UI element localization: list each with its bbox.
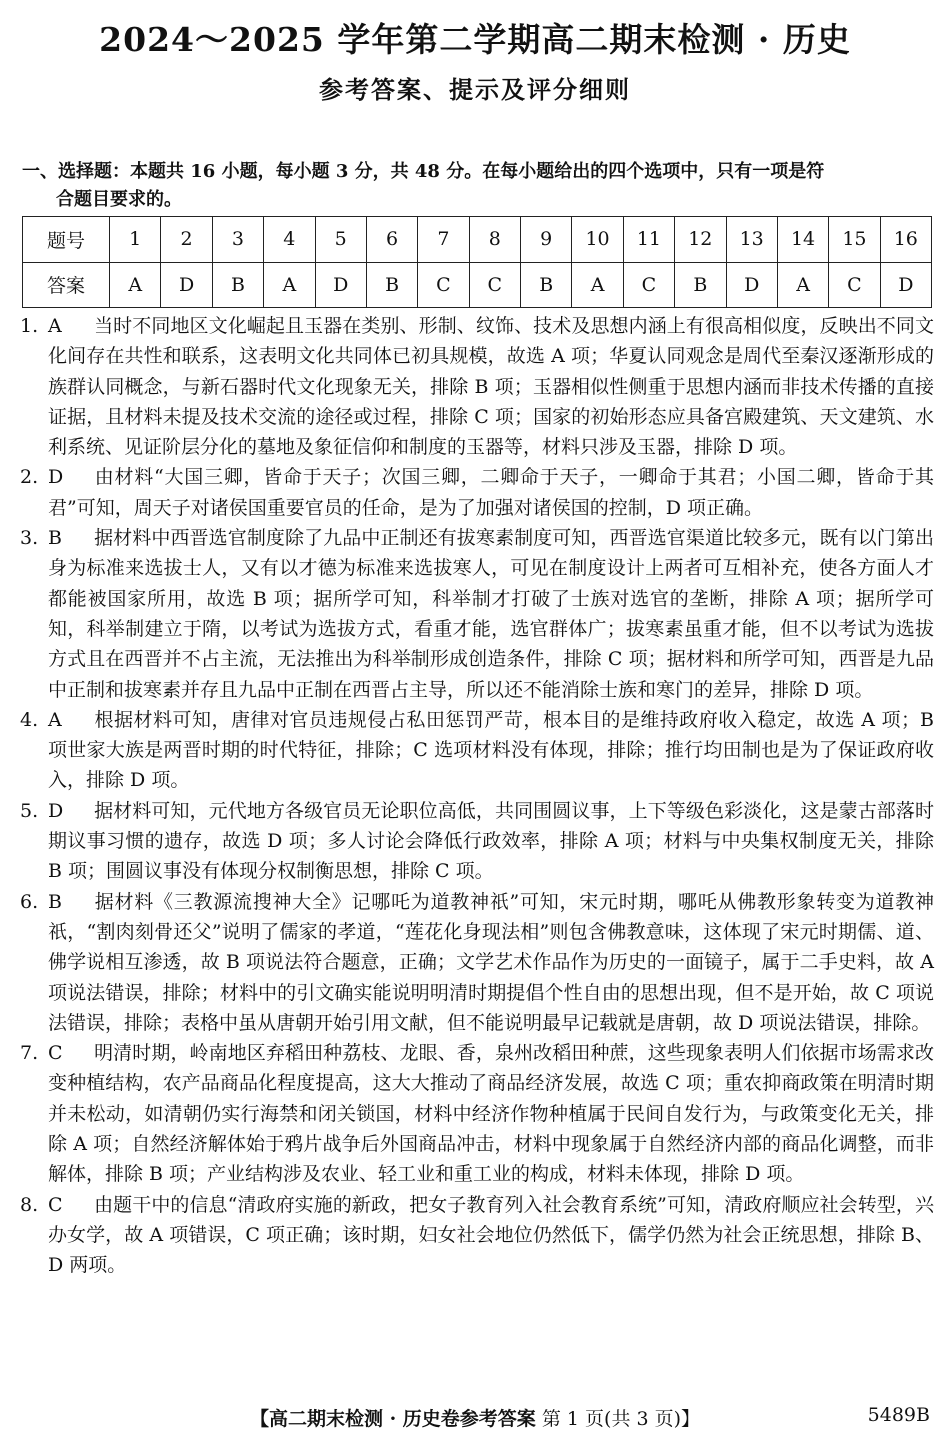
table-cell-answer: B <box>212 262 263 308</box>
explanation-item <box>20 705 934 796</box>
table-cell-answer: C <box>469 262 520 308</box>
table-cell-answer: B <box>675 262 726 308</box>
section-heading <box>22 158 932 214</box>
table-cell-number: 8 <box>469 217 520 263</box>
item-number: 7. <box>20 1042 39 1065</box>
item-text: 明清时期，岭南地区弃稻田种荔枝、龙眼、香，泉州改稻田种蔗，这些现象表明人们依据市场需求改变种植结构，农产品商品化程度提高，这大大推动了商品经济发展，故选 C 项；重农抑商政策在明清时期并未松动，如清朝仍实行海禁和闭关锁国，材料中经济作物种植属于民间自发行为，与政策变化无关，排除 A 项；自然经济解体始于鸦片战争后外国商品冲击，材料中现象属于自然经济内部的商品化调整，而非解体，排除 B 项；产业结构涉及农业、轻工业和重工业的构成，材料未体现，排除 D 项。 <box>48 1042 934 1186</box>
table-cell-answer: C <box>829 262 880 308</box>
item-text: 由材料“大国三卿，皆命于天子；次国三卿，二卿命于天子，一卿命于其君；小国二卿，皆命于其君”可知，周天子对诸侯国重要官员的任命，是为了加强对诸侯国的控制，D 项正确。 <box>48 466 934 519</box>
table-cell-number: 9 <box>521 217 572 263</box>
table-cell-answer: D <box>880 262 931 308</box>
explanation-item <box>20 1038 934 1189</box>
item-answer: B <box>48 527 62 550</box>
table-cell-number: 2 <box>161 217 212 263</box>
item-text: 当时不同地区文化崛起且玉器在类别、形制、纹饰、技术及思想内涵上有很高相似度，反映出不同文化间存在共性和联系，这表明文化共同体已初具规模，故选 A 项；华夏认同观念是周代至秦汉逐渐形成的族群认同概念，与新石器时代文化现象无关，排除 B 项；玉器相似性侧重于思想内涵而非技术传播的直接证据，且材料未提及技术交流的途径或过程，排除 C 项；国家的初始形态应具备宫殿建筑、天文建筑、水利系统、见证阶层分化的墓地及象征信仰和制度的玉器等，材料只涉及玉器，排除 D 项。 <box>48 315 934 459</box>
table-cell-answer: B <box>521 262 572 308</box>
table-cell-number: 10 <box>572 217 623 263</box>
explanation-item <box>20 796 934 887</box>
table-cell-answer: B <box>366 262 417 308</box>
item-text: 据材料中西晋选官制度除了九品中正制还有拔寒素制度可知，西晋选官渠道比较多元，既有以门第出身为标准来选拔士人，又有以才德为标准来选拔寒人，可见在制度设计上两者可互相补充，使各方面人才都能被国家所用，故选 B 项；据所学可知，科举制才打破了士族对选官的垄断，排除 A 项；据所学可知，科举制建立于隋，以考试为选拔方式，看重才能，选官群体广；拔寒素虽重才能，但不以考试为选拔方式且在西晋并不占主流，无法推出为科举制形成创造条件，排除 C 项；据材料和所学可知，西晋是九品中正制和拔寒素并存且九品中正制在西晋占主导，所以还不能消除士族和寒门的差异，排除 D 项。 <box>48 527 934 701</box>
table-cell-answer: D <box>315 262 366 308</box>
document-code: 5489B <box>867 1404 930 1426</box>
table-header-question-number: 题号 <box>23 217 110 263</box>
table-cell-answer: A <box>110 262 161 308</box>
footer-page-number: 第 1 页(共 3 页)】 <box>541 1408 701 1430</box>
table-cell-answer: A <box>264 262 315 308</box>
table-cell-number: 13 <box>726 217 777 263</box>
item-answer: A <box>48 315 62 337</box>
table-cell-number: 11 <box>623 217 674 263</box>
item-answer: B <box>48 890 62 913</box>
item-text: 根据材料可知，唐律对官员违规侵占私田惩罚严苛，根本目的是维持政府收入稳定，故选 A 项；B 项世家大族是两晋时期的时代特征，排除；C 选项材料没有体现，排除；推行均田制也是为了保证政府收入，排除 D 项。 <box>48 708 934 792</box>
explanation-item <box>20 1190 934 1281</box>
item-number: 8. <box>20 1193 39 1216</box>
item-number: 1. <box>20 315 39 337</box>
explanation-item <box>20 523 934 705</box>
item-number: 6. <box>20 890 39 913</box>
table-cell-number: 1 <box>110 217 161 263</box>
table-cell-number: 7 <box>418 217 469 263</box>
item-answer: C <box>48 1193 63 1216</box>
table-cell-answer: C <box>623 262 674 308</box>
table-cell-answer: D <box>726 262 777 308</box>
explanation-list <box>20 311 934 1281</box>
answer-table-answer-row <box>23 262 932 308</box>
item-text: 据材料《三教源流搜神大全》记哪吒为道教神祇”可知，宋元时期，哪吒从佛教形象转变为道教神祇，“割肉刻骨还父”说明了儒家的孝道，“莲花化身现法相”则包含佛教意味，这体现了宋元时期儒、道、佛学说相互渗透，故 B 项说法符合题意，正确；文学艺术作品作为历史的一面镜子，属于二手史料，故 A 项说法错误，排除；材料中的引文确实能说明明清时期提倡个性自由的思想出现，但不是开始，故 C 项说法错误，排除；表格中虽从唐朝开始引用文献，但不能说明最早记载就是唐朝，故 D 项说法错误，排除。 <box>48 890 934 1034</box>
page-title: 2024～2025 学年第二学期高二期末检测 · 历史 <box>99 20 851 59</box>
item-answer: D <box>48 799 64 822</box>
section-heading-line2: 合题目要求的。 <box>56 189 182 210</box>
table-header-answer: 答案 <box>23 262 110 308</box>
section-heading-line1: 一、选择题：本题共 16 小题，每小题 3 分，共 48 分。在每小题给出的四个选项中，只有一项是符 <box>22 161 825 182</box>
page-footer <box>0 1404 950 1431</box>
table-cell-answer: A <box>777 262 828 308</box>
table-cell-number: 14 <box>777 217 828 263</box>
table-cell-number: 3 <box>212 217 263 263</box>
table-cell-answer: D <box>161 262 212 308</box>
item-number: 4. <box>20 708 39 731</box>
explanation-item <box>20 462 934 523</box>
table-cell-number: 15 <box>829 217 880 263</box>
explanation-item <box>20 311 934 462</box>
answer-table <box>22 216 932 308</box>
footer-title: 【高二期末检测 · 历史卷参考答案 <box>249 1408 536 1430</box>
item-answer: C <box>48 1042 63 1065</box>
answer-table-number-row <box>23 217 932 263</box>
table-cell-answer: A <box>572 262 623 308</box>
item-number: 2. <box>20 466 39 489</box>
table-cell-number: 6 <box>366 217 417 263</box>
explanation-item <box>20 887 934 1038</box>
item-number: 3. <box>20 527 39 550</box>
page-subtitle: 参考答案、提示及评分细则 <box>319 75 631 104</box>
item-text: 由题干中的信息“清政府实施的新政，把女子教育列入社会教育系统”可知，清政府顺应社会转型，兴办女学，故 A 项错误，C 项正确；该时期，妇女社会地位仍然低下，儒学仍然为社会正统思想，排除 B、D 两项。 <box>48 1193 934 1277</box>
item-text: 据材料可知，元代地方各级官员无论职位高低，共同围圆议事，上下等级色彩淡化，这是蒙古部落时期议事习惯的遗存，故选 D 项；多人讨论会降低行政效率，排除 A 项；材料与中央集权制度无关，排除 B 项；围圆议事没有体现分权制衡思想，排除 C 项。 <box>48 799 934 883</box>
table-cell-number: 12 <box>675 217 726 263</box>
table-cell-answer: C <box>418 262 469 308</box>
table-cell-number: 5 <box>315 217 366 263</box>
table-cell-number: 16 <box>880 217 931 263</box>
item-answer: D <box>48 466 64 489</box>
item-number: 5. <box>20 799 39 822</box>
item-answer: A <box>48 708 62 731</box>
table-cell-number: 4 <box>264 217 315 263</box>
